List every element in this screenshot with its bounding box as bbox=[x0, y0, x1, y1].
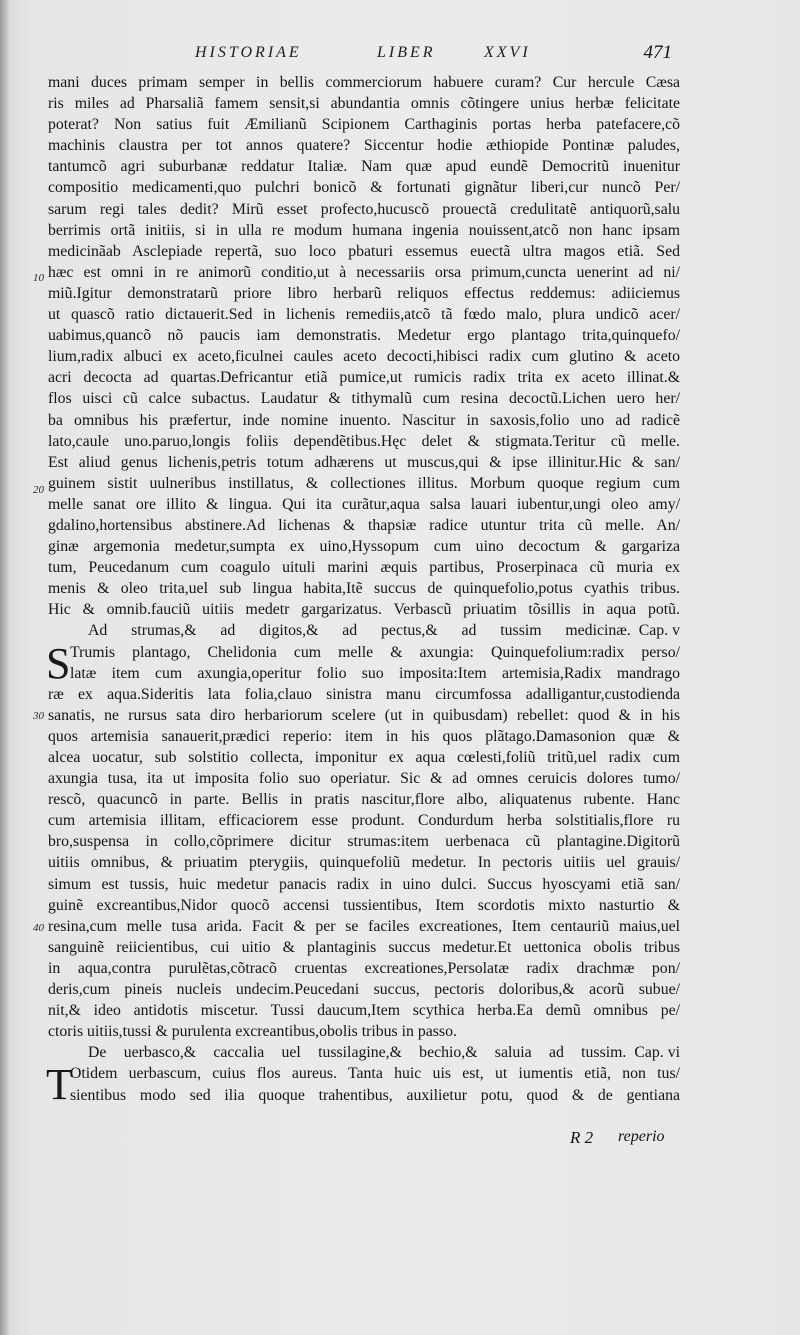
chapter-vi-initial: T bbox=[46, 1060, 73, 1110]
text-line: bro,suspensa in collo,cõprimere dicitur strumas:item uerbenaca cũ plantagine.Digitorũ bbox=[48, 833, 680, 851]
chapter-vi-number: Cap. vi bbox=[634, 1044, 680, 1062]
chapter-v-number: Cap. v bbox=[638, 622, 680, 640]
folio-number: 471 bbox=[643, 42, 672, 63]
text-line: ba omnibus his præfertur, inde nomine inuento. Nascitur in saxosis,folio uno ad radicẽ bbox=[48, 411, 680, 429]
text-line: medicinãab Asclepiade repertã, suo loco pbaturi essemus euectã ultra magos etiã. Sed bbox=[48, 242, 680, 260]
text-line: hæc est omni in re animorũ conditio,ut à necessariis orsa primum,cuncta uenerint ad ni/ bbox=[48, 263, 680, 281]
text-line: guinem sistit uulneribus instillatus, & collectiones illitus. Morbum quoque regium cum bbox=[48, 474, 680, 492]
margin-line-number: 40 bbox=[33, 922, 44, 934]
text-line: ris miles ad Pharsaliã famem sensit,si abundantia omnis cõtingere unius herbæ felicitate bbox=[48, 95, 680, 113]
text-line: alcea uocatur, sub solstitio collecta, imponitur ex aqua cœlesti,foliũ tritũ,uel radix cum bbox=[48, 749, 680, 766]
chapter-vi-heading: De uerbasco,& caccalia uel tussilagine,& bechio,& saluia ad tussim. bbox=[88, 1044, 627, 1062]
margin-line-number: 20 bbox=[33, 484, 44, 496]
text-line: ginæ argemonia medetur,sumpta ex uino,Hyssopum cum uino decoctum & gargariza bbox=[48, 538, 680, 556]
text-line: miũ.Igitur demonstratarũ priore libro herbarũ reliquos effectus reddemus: adiiciemus bbox=[48, 284, 680, 302]
signature-mark: R 2 bbox=[570, 1128, 594, 1147]
margin-line-number: 30 bbox=[33, 710, 44, 722]
text-block bbox=[46, 72, 680, 1110]
text-line: uabimus,quancõ nõ paucis iam demonstratis. Medetur ergo plantago trita,quinquefo/ bbox=[48, 327, 680, 345]
text-line: Otidem uerbascum, cuius flos aureus. Tanta huic uis est, ut iumentis etiã, non tus/ bbox=[70, 1065, 680, 1083]
chapter-vi-body bbox=[46, 1060, 680, 1110]
text-line: rescõ, quacuncõ in parte. Bellis in pratis nascitur,flore albo, aliquatenus rubente. Hanc bbox=[48, 791, 680, 809]
text-line: acri decocta ad quartas.Defricantur etiã pumice,ut rumicis radix trita ex aceto illinat.& bbox=[48, 369, 680, 387]
text-line: Est aliud genus lichenis,petris totum adhærens ut muscus,qui & ipse illinitur.Hic & san/ bbox=[48, 453, 680, 471]
text-line: simum est tussis, huic medetur panacis radix in uino dulci. Succus hyoscyami etiã san/ bbox=[48, 875, 680, 893]
running-book: LIBER bbox=[377, 44, 436, 61]
binding-shadow bbox=[0, 0, 10, 1335]
chapter-v-initial: S bbox=[46, 638, 71, 688]
text-line: in aqua,contra purulẽtas,cõtracõ cruentas excreationes,Persolatæ radix drachmæ pon/ bbox=[48, 959, 680, 977]
text-line: gdalino,hortensibus abstinere.Ad lichenas & thapsiæ radice utuntur trita cũ melle. An/ bbox=[48, 516, 680, 534]
text-line: cum artemisia illitam, efficaciorem esse produnt. Condurdum herba solstitialis,flore ru bbox=[48, 812, 680, 830]
text-line: poterat? Non satius fuit Æmilianũ Scipionem Carthaginis portas herba patefacere,cõ bbox=[48, 116, 680, 134]
text-line: lato,caule uno.paruo,longis foliis dependẽtibus.Hęc delet & stigmata.Teritur cũ melle. bbox=[48, 432, 680, 450]
text-line: compositio medicamenti,quo pulchri bonicõ & fortunati gignãtur liberi,cur nuncõ Per/ bbox=[48, 179, 680, 197]
chapter-v-heading: Ad strumas,& ad digitos,& ad pectus,& ad tussim medicinæ. bbox=[88, 622, 631, 640]
text-line: ut quascõ ratio dictauerit.Sed in lichenis remediis,atcõ tã fœdo malo, plura undicõ acer/ bbox=[48, 306, 680, 324]
text-line: sarum regi tales dedit? Mirũ esset profecto,hucuscõ prouectã credulitatẽ antiquorũ,salu bbox=[48, 200, 680, 218]
text-line: Hic & omnib.fauciũ uitiis medetr gargarizatus. Verbascũ priuatim tõsillis in aqua potũ. bbox=[48, 601, 680, 619]
text-line: guinẽ excreantibus,Nidor quocõ accensi tussientibus, Item scordotis mixto nasturtio & bbox=[48, 896, 680, 914]
catchword: reperio bbox=[618, 1128, 665, 1145]
text-line: tum, Peucedanum cum coagulo uituli marini æquis partibus, Proserpinaca cũ muria ex bbox=[48, 559, 680, 577]
text-line: ctoris uitiis,tussi & purulenta excreantibus,obolis tribus in passo. bbox=[48, 1023, 457, 1041]
running-book-number: XXVI bbox=[484, 44, 531, 61]
text-line: sientibus modo sed ilia quoque trahentibus, auxilietur potu, quod & de gentiana bbox=[70, 1086, 680, 1104]
text-line: sanatis, ne rursus sata diro herbariorum scelere (ut in quibusdam) rebellet: quod & in his bbox=[48, 706, 680, 724]
text-line: flos uisci cũ calce subactus. Laudatur & tithymalũ cum resina decoctũ.Lichen uero her/ bbox=[48, 390, 680, 408]
text-line: machinis claustra per tot annos quatere? Siccentur hodie æthiopide Pontinæ paludes, bbox=[48, 137, 680, 155]
chapter-v-heading-line bbox=[48, 620, 680, 641]
text-line: tantumcõ agri suburbanæ reddatur Italiæ. Nam quæ apud eundẽ Democritũ inuenitur bbox=[48, 158, 680, 176]
margin-line-number: 10 bbox=[33, 272, 44, 284]
text-line: nit,& ideo antidotis miscetur. Tussi daucum,Item scythica herba.Ea demũ omnibus pe/ bbox=[48, 1002, 680, 1020]
text-line: melle sanat ore illito & lingua. Qui ita curãtur,aqua salsa lauari iubentur,ungi oleo amy/ bbox=[48, 495, 680, 513]
text-line: axungia tusa, ita ut imposita folio suo operiatur. Sic & ad omnes ceruicis dolores tumo/ bbox=[48, 770, 680, 788]
text-line: quos artemisia sanauerit,prædici reperio: item in his quos plãtago.Damasonion quæ & bbox=[48, 727, 680, 745]
text-line: ræ ex aqua.Sideritis lata folia,clauo sinistra manu circumfossa adalligantur,custodienda bbox=[48, 685, 680, 703]
running-title: HISTORIAE bbox=[195, 44, 302, 61]
text-line: latæ item cum axungia,operitur folio suo imposita:Item artemisia,Radix mandrago bbox=[70, 664, 680, 682]
text-line: lium,radix albuci ex aceto,ficulnei caules aceto decocti,hibisci radix cum glutino & aceto bbox=[48, 348, 680, 366]
text-line: deris,cum pineis nucleis undecim.Peucedani succus, pectoris doloribus,& acorũ subue/ bbox=[48, 981, 680, 999]
text-line: berrimis ortã initiis, si in ulla re modum humana ingenia nouissent,atcõ non hanc ipsam bbox=[48, 221, 680, 239]
text-line: sanguinẽ reiicientibus, cui uitio & plantaginis succus medetur.Et uettonica obolis tribus bbox=[48, 938, 680, 956]
text-line: Trumis plantago, Chelidonia cum melle & axungia: Quinquefolium:radix perso/ bbox=[70, 643, 680, 661]
text-line: resina,cum melle tusa arida. Facit & per se faciles excreationes, Item centauriũ maius,uel bbox=[48, 917, 680, 935]
text-line: mani duces primam semper in bellis commerciorum habuere curam? Cur hercule Cæsa bbox=[48, 74, 680, 91]
text-line: uitiis omnibus, & priuatim pterygiis, quinquefoliũ medetur. In pectoris uitiis uel grauis/ bbox=[48, 854, 680, 872]
chapter-vi-heading-line bbox=[48, 1042, 680, 1063]
text-line: menis & oleo trita,uel sub lingua habita,Itẽ succus de quinquefolio,potus cyathis tribus. bbox=[48, 580, 680, 598]
running-head bbox=[195, 44, 665, 66]
chapter-v-body bbox=[46, 638, 680, 1043]
